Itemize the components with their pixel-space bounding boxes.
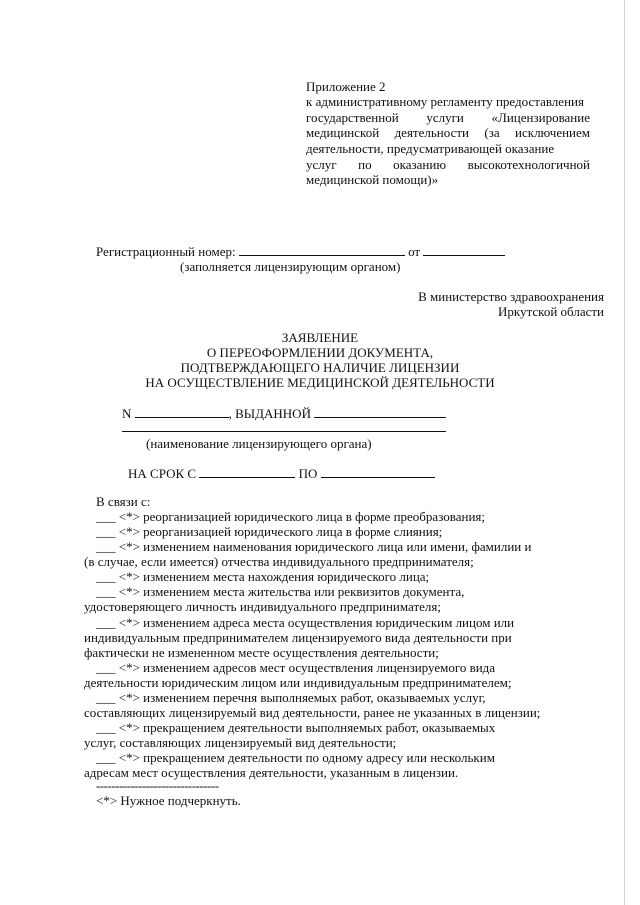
reason-line: составляющих лицензируемый вид деятельности, ранее не указанных в лицензии; xyxy=(84,705,541,720)
appendix-word: медицинской xyxy=(306,125,380,140)
footnote-separator: -------------------------------- xyxy=(96,778,219,793)
addressee-line: В министерство здравоохранения xyxy=(418,289,604,304)
appendix-line xyxy=(306,110,590,125)
appendix-line: деятельности, предусматривающей оказание xyxy=(306,141,555,156)
reason-line: деятельности юридическим лицом или индивидуальным предпринимателем; xyxy=(84,675,512,690)
title-line: НА ОСУЩЕСТВЛЕНИЕ МЕДИЦИНСКОЙ ДЕЯТЕЛЬНОСТИ xyxy=(145,375,495,390)
reason-line: адресам мест осуществления деятельности, указанным в лицензии. xyxy=(84,765,459,780)
term-from-label: НА СРОК С xyxy=(128,466,197,481)
term-from-field[interactable] xyxy=(199,465,295,478)
reason-line: ___ <*> реорганизацией юридического лица в форме слияния; xyxy=(96,524,443,539)
appendix-word: (за xyxy=(484,125,500,140)
license-issued-label: , ВЫДАННОЙ xyxy=(228,406,311,421)
reasons-intro: В связи с: xyxy=(96,494,151,509)
appendix-word: оказанию xyxy=(393,157,447,172)
term-to-label: ПО xyxy=(298,466,318,481)
reason-line: ___ <*> прекращением деятельности выполняемых работ, оказываемых xyxy=(96,720,496,735)
appendix-word: услуг xyxy=(306,157,337,172)
registration-line xyxy=(96,243,505,259)
license-term-line xyxy=(128,465,435,481)
reason-line: индивидуальным предпринимателем лицензируемого вида деятельности при xyxy=(84,630,512,645)
appendix-word: по xyxy=(358,157,372,172)
reason-line: ___ <*> изменением наименования юридического лица или имени, фамилии и xyxy=(96,539,532,554)
reason-line: ___ <*> изменением адреса места осуществления юридическим лицом или xyxy=(96,615,515,630)
registration-date-field[interactable] xyxy=(423,243,505,256)
reason-line: удостоверяющего личность индивидуального предпринимателя; xyxy=(84,599,441,614)
license-number-line xyxy=(122,405,446,421)
appendix-line: к административному регламенту предоставления xyxy=(306,94,584,109)
reason-line: ___ <*> изменением перечня выполняемых работ, оказываемых услуг, xyxy=(96,690,486,705)
reason-line: услуг, составляющих лицензируемый вид деятельности; xyxy=(84,735,397,750)
title-line: ПОДТВЕРЖДАЮЩЕГО НАЛИЧИЕ ЛИЦЕНЗИИ xyxy=(180,360,460,375)
license-number-field[interactable] xyxy=(135,405,229,418)
reason-line: ___ <*> прекращением деятельности по одному адресу или нескольким xyxy=(96,750,495,765)
appendix-line xyxy=(306,125,590,140)
reason-line: фактически не измененном месте осуществления деятельности; xyxy=(84,645,439,660)
footnote-text: <*> Нужное подчеркнуть. xyxy=(96,793,241,808)
term-to-field[interactable] xyxy=(321,465,435,478)
appendix-line xyxy=(306,157,590,172)
appendix-line: медицинской помощи)» xyxy=(306,172,439,187)
reason-line: ___ <*> изменением адресов мест осуществления лицензируемого вида xyxy=(96,660,496,675)
license-number-label: N xyxy=(122,406,132,421)
registration-label: Регистрационный номер: xyxy=(96,244,236,259)
title-line: О ПЕРЕОФОРМЛЕНИИ ДОКУМЕНТА, xyxy=(206,345,434,360)
registration-note: (заполняется лицензирующим органом) xyxy=(180,259,401,274)
appendix-word: услуги xyxy=(426,110,464,125)
appendix-word: государственной xyxy=(306,110,399,125)
reason-line: ___ <*> изменением места жительства или реквизитов документа, xyxy=(96,584,465,599)
license-issued-field[interactable] xyxy=(314,405,446,418)
appendix-word: исключением xyxy=(515,125,590,140)
reason-line: ___ <*> изменением места нахождения юридического лица; xyxy=(96,569,430,584)
reason-line: ___ <*> реорганизацией юридического лица в форме преобразования; xyxy=(96,509,485,524)
addressee-line: Иркутской области xyxy=(498,304,604,319)
reason-line: (в случае, если имеется) отчества индивидуального предпринимателя; xyxy=(84,554,474,569)
appendix-word: деятельности xyxy=(394,125,469,140)
scan-edge-line xyxy=(624,0,625,905)
title-line: ЗАЯВЛЕНИЕ xyxy=(281,330,359,345)
registration-number-field[interactable] xyxy=(239,243,405,256)
appendix-word: «Лицензирование xyxy=(491,110,590,125)
registration-from-label: от xyxy=(408,244,421,259)
license-organ-note: (наименование лицензирующего органа) xyxy=(146,436,372,451)
license-organ-field[interactable] xyxy=(122,431,446,432)
appendix-number: Приложение 2 xyxy=(306,79,386,94)
appendix-word: высокотехнологичной xyxy=(467,157,590,172)
